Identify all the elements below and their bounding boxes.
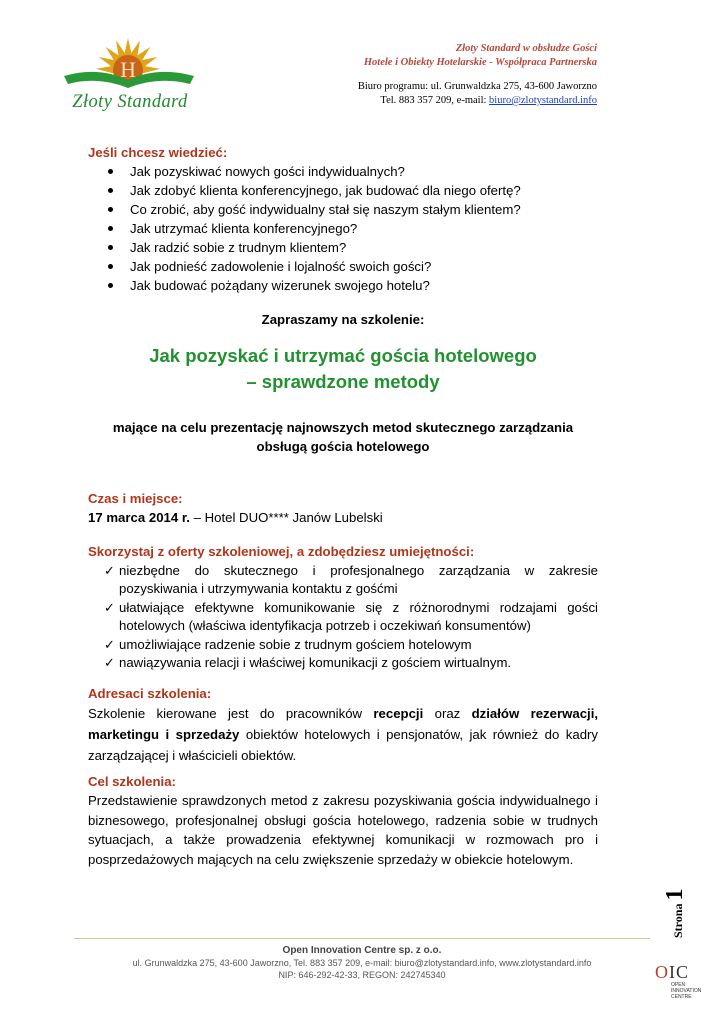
time-place-text: 17 marca 2014 r. – Hotel DUO**** Janów Lubelski: [88, 510, 383, 525]
list-item: Jak zdobyć klienta konferencyjnego, jak budować dla niego ofertę?: [88, 181, 598, 200]
list-item: Jak budować pożądany wizerunek swojego hotelu?: [88, 276, 598, 295]
footer-registration: NIP: 646-292-42-33, REGON: 242745340: [278, 970, 446, 980]
time-place-heading: Czas i miejsce:: [88, 491, 183, 506]
goal-heading: Cel szkolenia:: [88, 774, 176, 789]
audience-section: [88, 684, 598, 766]
list-item: ✓ nawiązywania relacji i właściwej komunikacji z gościem wirtualnym.: [88, 654, 598, 673]
invite-text: Zapraszamy na szkolenie:: [261, 312, 425, 327]
skills-heading: Skorzystaj z oferty szkoleniowej, a zdobędziesz umiejętności:: [88, 544, 475, 559]
intro-question-list: [88, 162, 598, 295]
list-item: ✓ niezbędne do skutecznego i profesjonalnego zarządzania w zakresie pozyskiwania i utrzymywania kontaktu z gośćmi: [104, 562, 598, 596]
goal-text: Przedstawienie sprawdzonych metod z zakresu pozyskiwania gościa indywidualnego i biznesowego, profesjonalnej obsługi gościa hotelowego, radzenia sobie w trudnych sytuacjach, a także prowadzenia efektywnej komunikacji w rozmowach pro i posprzedażowych mających na celu zwiększenie sprzedaży w obiekcie hotelowym.: [88, 793, 598, 867]
svg-text:H: H: [120, 57, 136, 82]
skills-section: [88, 543, 598, 673]
list-item: Jak podnieść zadowolenie i lojalność swoich gości?: [88, 257, 598, 276]
list-item: Co zrobić, aby gość indywidualny stał się naszym stałym klientem?: [88, 200, 598, 219]
training-subtitle: mające na celu prezentację najnowszych metod skutecznego zarządzania obsługą gościa hotelowego: [112, 420, 574, 454]
header-tagline-1: Złoty Standard w obsłudze Gości: [455, 43, 597, 54]
list-item: Jak pozyskiwać nowych gości indywidualnych?: [88, 162, 598, 181]
zloty-standard-logo: [58, 36, 203, 118]
page-number: Strona1: [662, 888, 688, 938]
check-icon: ✓: [104, 599, 115, 615]
check-icon: ✓: [104, 562, 115, 578]
list-item: ✓ ułatwiające efektywne komunikowanie się z różnorodnymi rodzajami gości hotelowych (właściwa identyfikacja potrzeb i oczekiwań konsumentów): [104, 599, 598, 633]
email-link[interactable]: biuro@zlotystandard.info: [489, 95, 597, 106]
header-address: Biuro programu: ul. Grunwaldzka 275, 43-600 Jaworzno: [357, 81, 597, 92]
time-place-section: [88, 489, 598, 527]
footer: [74, 945, 650, 981]
intro-heading: Jeśli chcesz wiedzieć:: [88, 145, 228, 160]
check-icon: ✓: [104, 636, 115, 652]
list-item: Jak utrzymać klienta konferencyjnego?: [88, 219, 598, 238]
footer-company: Open Innovation Centre sp. z o.o.: [282, 945, 442, 956]
skills-list: [88, 562, 598, 673]
audience-heading: Adresaci szkolenia:: [88, 686, 212, 701]
oic-logo: OIC OPEN INNOVATION CENTRE: [655, 962, 702, 1000]
header-contact: Tel. 883 357 209, e-mail: biuro@zlotystandard.info: [380, 95, 597, 106]
footer-divider: [74, 938, 650, 939]
audience-text: Szkolenie kierowane jest do pracowników recepcji oraz działów rezerwacji, marketingu i sprzedaży obiektów hotelowych i pensjonatów, jak również do kadry zarządzającej i właścicieli obiektów.: [88, 706, 599, 763]
logo-wordmark: Złoty Standard: [72, 92, 188, 112]
intro-section: [88, 143, 598, 295]
header-tagline-2: Hotele i Obiekty Hotelarskie - Współpraca Partnerska: [363, 57, 597, 68]
list-item: ✓ umożliwiające radzenie sobie z trudnym gościem hotelowym: [88, 636, 598, 655]
footer-address: ul. Grunwaldzka 275, 43-600 Jaworzno, Tel. 883 357 209, e-mail: biuro@zlotystandard.info, www.zlotystandard.info: [132, 958, 592, 968]
training-title: Jak pozyskać i utrzymać gościa hotelowego – sprawdzone metody: [149, 345, 537, 392]
header-info: [358, 42, 597, 108]
check-icon: ✓: [104, 655, 115, 670]
sun-logo-icon: [58, 36, 203, 96]
list-item: Jak radzić sobie z trudnym klientem?: [88, 238, 598, 257]
goal-section: [88, 772, 598, 869]
